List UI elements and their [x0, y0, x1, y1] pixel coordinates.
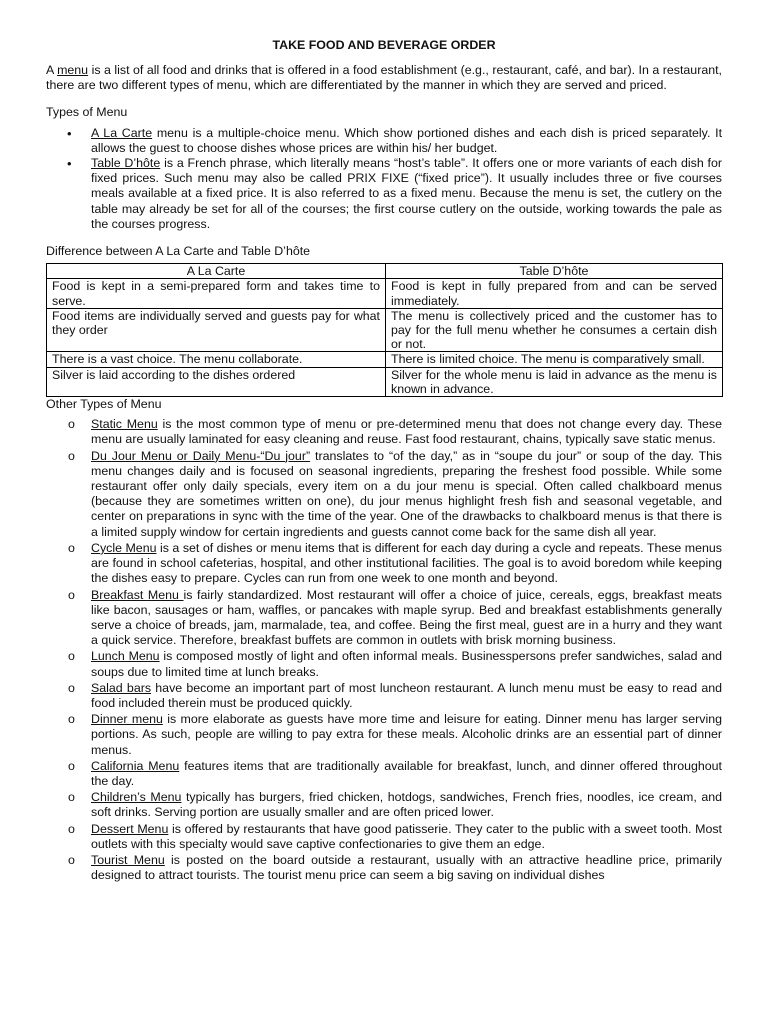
- other-types-heading: Other Types of Menu: [46, 397, 162, 412]
- table-cell: Silver is laid according to the dishes ordered: [47, 367, 386, 396]
- list-item: [46, 649, 722, 679]
- list-item: [46, 759, 722, 789]
- table-header-row: [47, 264, 723, 279]
- comparison-table: [46, 263, 723, 397]
- term-du-jour-menu: Du Jour Menu or Daily Menu-“Du jour”: [91, 448, 311, 463]
- item-text: menu is a multiple-choice menu. Which show portioned dishes and each dish is priced separately. It allows the guest to choose dishes whose prices are within his/ her budget.: [91, 125, 723, 155]
- intro-term-menu: menu: [57, 63, 89, 77]
- term-california-menu: California Menu: [91, 758, 180, 773]
- types-heading: Types of Menu: [46, 105, 128, 120]
- intro-paragraph: [46, 63, 722, 93]
- item-text: is a French phrase, which literally means “host’s table”. It offers one or more variants of each dish for fixed prices. Such menu may also be called PRIX FIXE (“fixed price”). It usually includes three or five courses meals available at a fixed price. It is also referred to as a fixed menu. Because the menu is set, the cutlery on the table may already be set for all of the courses; the first course cutlery on the outside, working towards the pale as the courses progress.: [91, 156, 722, 231]
- list-item: [46, 853, 722, 883]
- item-text: translates to “of the day,” as in “soupe du jour” or soup of the day. This menu changes daily and is focused on seasonal ingredients, preparing the freshest food possible. While some restaurant offer only daily specials, every item on a du jour menu is special. Often called chalkboard menus (because they are sometimes written on one), du jour menus highlight fresh fish and seasonal vegetable, and center on preparations in sync with the time of the year. One of the drawbacks to chalkboard menus is that there is a limited supply window for certain ingredients and guests cannot come back for the same dish all year.: [91, 448, 722, 539]
- list-item: [46, 681, 722, 711]
- table-cell: Food is kept in fully prepared from and can be served immediately.: [386, 279, 723, 308]
- item-text: have become an important part of most luncheon restaurant. A lunch menu must be easy to read and food included therein must be produced quickly.: [91, 680, 722, 710]
- term-lunch-menu: Lunch Menu: [91, 649, 160, 664]
- term-static-menu: Static Menu: [91, 417, 158, 432]
- table-row: [47, 352, 723, 367]
- table-cell: The menu is collectively priced and the customer has to pay for the full menu whether he consumes a certain dish or not.: [386, 308, 723, 352]
- item-text: is posted on the board outside a restaurant, usually with an attractive headline price, primarily designed to attract tourists. The tourist menu price can seem a big saving on individual dishes: [91, 852, 722, 883]
- list-item: [46, 541, 722, 587]
- table-cell: There is limited choice. The menu is comparatively small.: [386, 352, 723, 367]
- term-breakfast-menu: Breakfast Menu: [91, 587, 184, 602]
- table-cell: Silver for the whole menu is laid in advance as the menu is known in advance.: [386, 367, 723, 396]
- table-cell: Food is kept in a semi-prepared form and takes time to serve.: [47, 279, 386, 308]
- list-item: [46, 790, 722, 820]
- list-item: [46, 417, 722, 447]
- intro-pre: A: [46, 63, 58, 77]
- term-table-dhote: Table D’hôte: [91, 156, 161, 171]
- term-a-la-carte: A La Carte: [91, 125, 153, 140]
- document-title: TAKE FOOD AND BEVERAGE ORDER: [272, 38, 496, 52]
- item-text: typically has burgers, fried chicken, hotdogs, sandwiches, French fries, noodles, ice cream, and soft drinks. Serving portion are usually smaller and are often priced lower.: [91, 790, 722, 820]
- term-dinner-menu: Dinner menu: [91, 712, 163, 727]
- list-item: [46, 588, 722, 649]
- term-tourist-menu: Tourist Menu: [91, 852, 165, 867]
- list-item: [46, 156, 722, 232]
- table-row: [47, 367, 723, 396]
- term-salad-bars: Salad bars: [91, 680, 152, 695]
- item-text: is offered by restaurants that have good patisserie. They cater to the public with a sweet tooth. Most outlets with this specialty would save captive confectionaries to give them an edge.: [91, 821, 722, 851]
- item-text: is composed mostly of light and often informal meals. Businesspersons prefer sandwiches, salad and soups due to limited time at lunch breaks.: [91, 649, 722, 679]
- intro-post: is a list of all food and drinks that is offered in a food establishment (e.g., restaurant, café, and bar). In a restaurant, there are two different types of menu, which are differentiated by the manner in which they are served and priced.: [46, 63, 722, 93]
- table-header-a-la-carte: A La Carte: [47, 264, 386, 279]
- table-cell: Food items are individually served and guests pay for what they order: [47, 308, 386, 352]
- table-header-table-dhote: Table D’hôte: [386, 264, 723, 279]
- table-cell: There is a vast choice. The menu collaborate.: [47, 352, 386, 367]
- item-text: is a set of dishes or menu items that is different for each day during a cycle and repeats. These menus are found in school cafeterias, hospital, and other institutional facilities. The goal is to avoid boredom while keeping the dishes easy to prepare. Cycles can run from one week to one month and beyond.: [91, 540, 722, 586]
- list-item: [46, 822, 722, 852]
- term-dessert-menu: Dessert Menu: [91, 821, 169, 836]
- term-childrens-menu: Children’s Menu: [91, 790, 182, 805]
- item-text: is the most common type of menu or pre-determined menu that does not change every day. These menu are usually laminated for easy cleaning and reuse. Fast food restaurant, chains, typically save static menus.: [91, 417, 723, 447]
- term-cycle-menu: Cycle Menu: [91, 540, 157, 555]
- list-item: [46, 712, 722, 758]
- types-list: [46, 126, 722, 232]
- list-item: [46, 449, 722, 540]
- table-row: [47, 308, 723, 352]
- list-item: [46, 126, 722, 156]
- difference-heading: Difference between A La Carte and Table D’hôte: [46, 244, 311, 259]
- item-text: is fairly standardized. Most restaurant will offer a choice of juice, cereals, eggs, breakfast meats like bacon, sausages or ham, waffles, or pancakes with maple syrup. Bed and breakfast establishments generally serve a choice of breads, jam, marmalade, tea, and coffee. Being the first meal, guest are in a hurry and they want a quick service. Therefore, breakfast buffets are common in outlets with brisk morning business.: [91, 587, 722, 648]
- other-types-list: [46, 417, 722, 883]
- item-text: features items that are traditionally available for breakfast, lunch, and dinner offered throughout the day.: [91, 758, 723, 788]
- item-text: is more elaborate as guests have more time and leisure for eating. Dinner menu has larger serving portions. As such, people are willing to pay extra for these meals. Alcoholic drinks are an essential part of dinner menus.: [91, 712, 722, 757]
- table-row: [47, 279, 723, 308]
